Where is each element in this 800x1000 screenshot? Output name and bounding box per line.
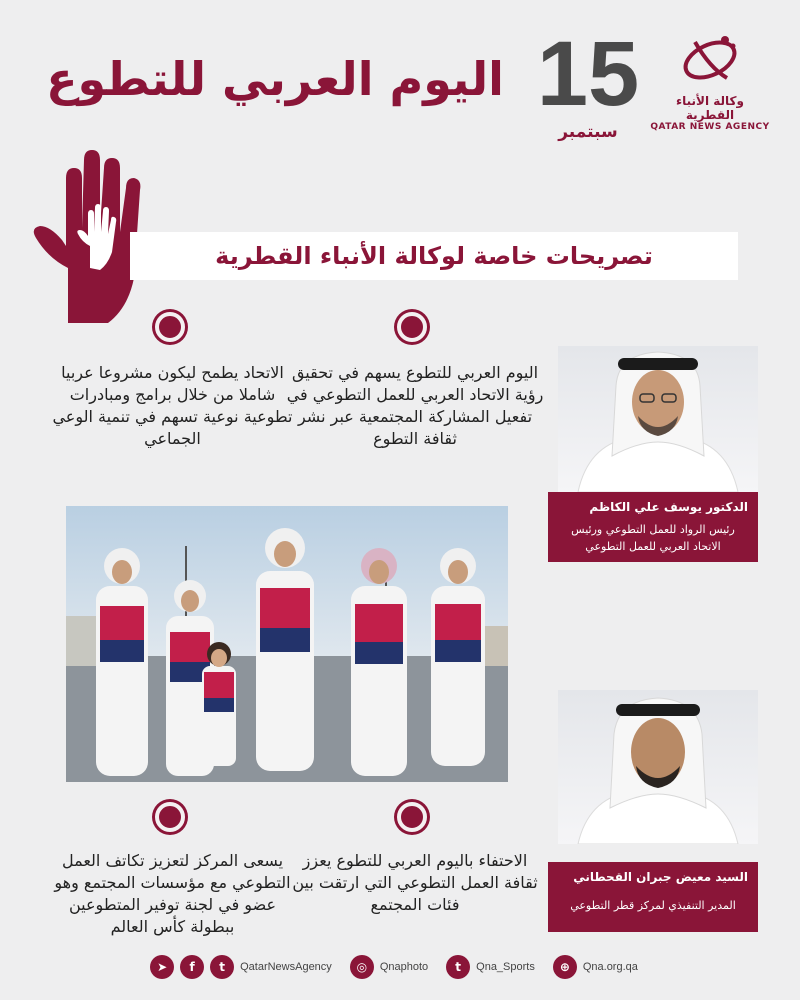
qna-logo-icon bbox=[675, 28, 745, 88]
date-month: سبتمبر bbox=[558, 122, 618, 142]
twitter-icon[interactable]: t bbox=[446, 955, 470, 979]
bullet-dot bbox=[155, 802, 185, 832]
handle-twitter[interactable]: Qna_Sports bbox=[476, 961, 535, 973]
handle-web[interactable]: Qna.org.qa bbox=[582, 961, 638, 973]
handle-instagram[interactable]: Qnaphoto bbox=[379, 961, 429, 973]
person-name: الدكتور يوسف علي الكاظم bbox=[589, 500, 748, 514]
handle-main[interactable]: QatarNewsAgency bbox=[240, 961, 332, 973]
logo-english-text: QATAR NEWS AGENCY bbox=[650, 122, 770, 132]
person-photo-2 bbox=[558, 690, 758, 844]
person-role: المدير التنفيذي لمركز قطر التطوعي bbox=[570, 899, 736, 912]
quote-4: يسعى المركز لتعزيز تكاتف العمل التطوعي مع مؤسسات المجتمع وهو عضو في لجنة توفير المتطوعين ببطولة كأس العالم bbox=[54, 851, 291, 937]
bullet-dot bbox=[397, 802, 427, 832]
social-footer bbox=[140, 952, 660, 982]
instagram-icon[interactable]: ◎ bbox=[350, 955, 374, 979]
page-title: اليوم العربي للتطوع bbox=[46, 52, 504, 106]
telegram-icon[interactable]: ➤ bbox=[150, 955, 174, 979]
person-card-1 bbox=[548, 492, 758, 562]
person-portrait-icon bbox=[558, 690, 758, 844]
globe-icon[interactable]: ⊕ bbox=[553, 955, 577, 979]
person-name: السيد معيض جبران القحطاني bbox=[573, 870, 748, 884]
person-photo-1 bbox=[558, 346, 758, 492]
bullet-dot bbox=[155, 312, 185, 342]
twitter-icon[interactable]: t bbox=[210, 955, 234, 979]
person-role: رئيس الرواد للعمل التطوعي ورئيس الاتحاد العربي للعمل التطوعي bbox=[571, 523, 735, 553]
bullet-dot bbox=[397, 312, 427, 342]
volunteers-illustration bbox=[66, 506, 508, 782]
person-portrait-icon bbox=[558, 346, 758, 492]
quote-1: اليوم العربي للتطوع يسهم في تحقيق رؤية الاتحاد العربي للعمل التطوعي في تفعيل المشاركة المجتمعية عبر نشر ثقافة التطوع bbox=[286, 363, 544, 449]
volunteers-group-photo bbox=[66, 506, 508, 782]
quote-3: الاحتفاء باليوم العربي للتطوع يعزز ثقافة العمل التطوعي التي ارتقت بين فئات المجتمع bbox=[292, 851, 538, 915]
person-card-2 bbox=[548, 862, 758, 932]
facebook-icon[interactable]: f bbox=[180, 955, 204, 979]
quote-2: الاتحاد يطمح ليكون مشروعا عربيا شاملا من خلال برامج ومبادرات تطوعية نوعية تسهم في تنمية الوعي الجماعي bbox=[52, 363, 293, 449]
qna-logo bbox=[650, 28, 770, 132]
logo-arabic-text: وكالة الأنباء القطرية bbox=[676, 94, 744, 122]
date-day: 15 bbox=[536, 23, 640, 125]
subtitle-banner: تصريحات خاصة لوكالة الأنباء القطرية bbox=[130, 232, 738, 280]
